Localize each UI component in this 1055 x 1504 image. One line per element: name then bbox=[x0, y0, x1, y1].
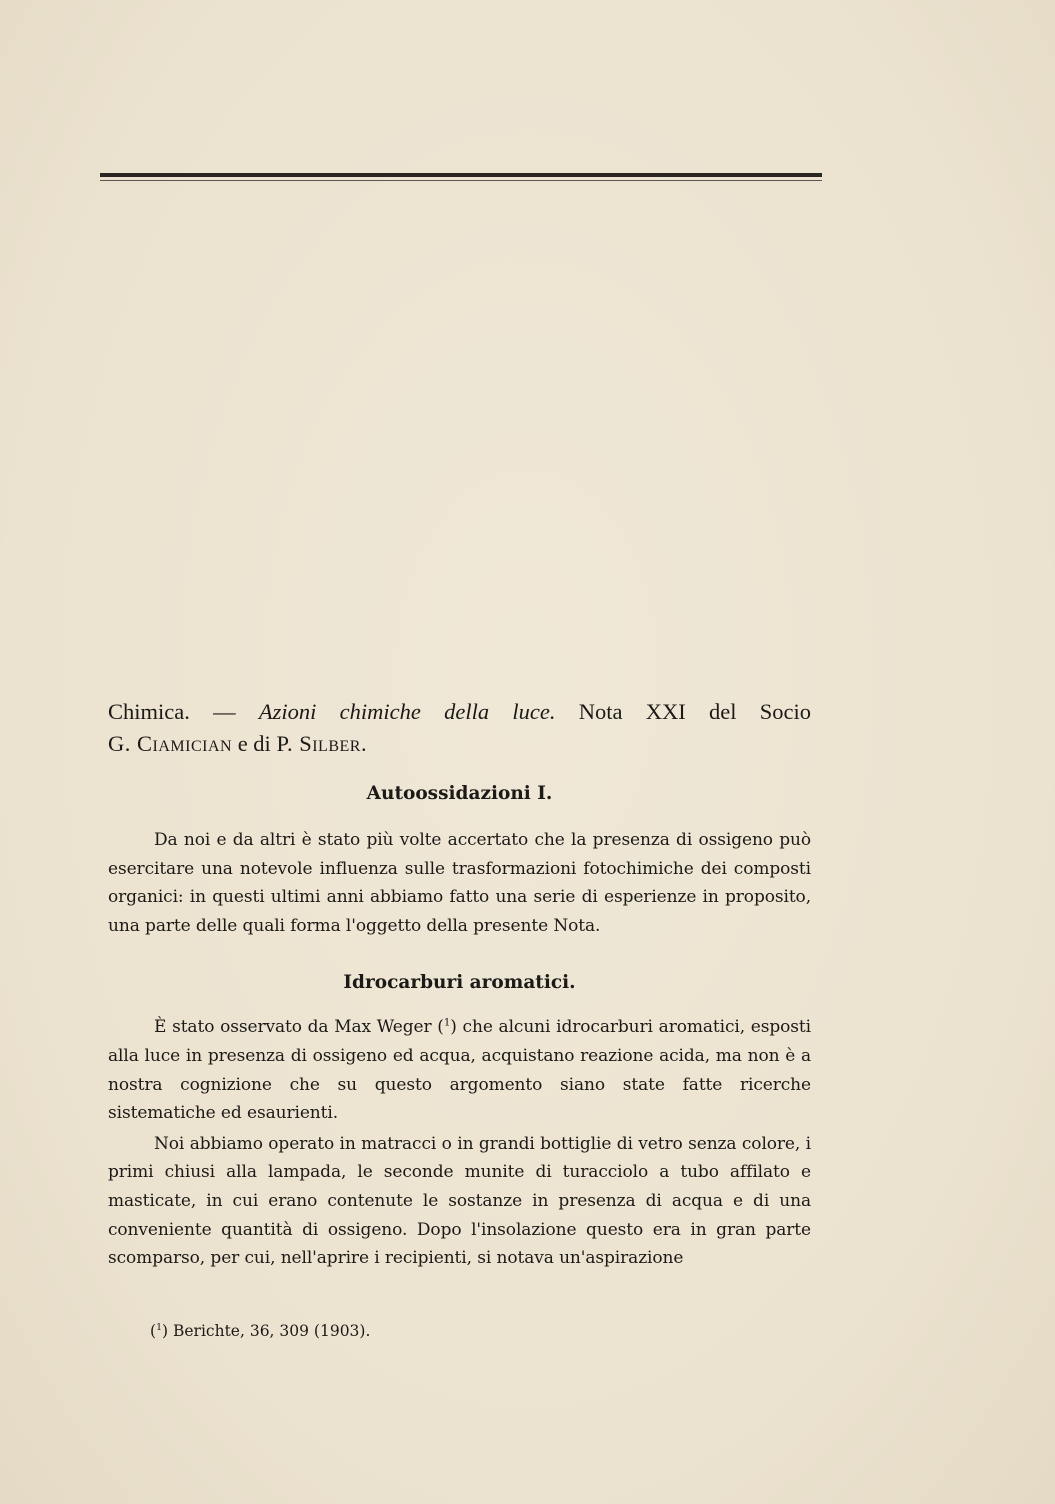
title-dash: — bbox=[213, 699, 236, 724]
section-heading-idrocarburi: Idrocarburi aromatici. bbox=[343, 972, 576, 994]
note-label: Nota XXI del Socio bbox=[578, 699, 812, 724]
paragraph-weger: È stato osservato da Max Weger ($^1$) che alcuni idrocarburi aromatici, esposti alla luce in presenza di ossigeno ed acqua, acquistano reazione acida, ma non è a nostra cognizione che su questo argomento siano state fatte ricerche sistematiche ed esaurienti. bbox=[108, 1017, 811, 1124]
footnote-mark: ($^1$) bbox=[150, 1321, 169, 1340]
author-ciamician: G. Ciamician bbox=[108, 731, 233, 756]
paragraph-intro: Da noi e da altri è stato più volte accertato che la presenza di ossigeno può esercitare una notevole influenza sulle trasformazioni fotochimiche dei composti organici: in questi ultimi anni abbiamo fatto una serie di esperienze in proposito, una parte delle quali forma l'oggetto della presente Nota. bbox=[108, 830, 811, 936]
header-rule-thick bbox=[100, 173, 822, 177]
author-silber: P. Silber. bbox=[276, 731, 368, 756]
section-heading-autoossidazioni: Autoossidazioni I. bbox=[366, 783, 553, 804]
article-body bbox=[108, 695, 811, 1273]
paragraph-method: Noi abbiamo operato in matracci o in grandi bottiglie di vetro senza colore, i primi chiusi alla lampada, le seconde munite di turacciolo a tubo affilato e masticate, in cui erano contenute le sostanze in presenza di acqua e di una conveniente quantità di ossigeno. Dopo l'insolazione questo era in gran parte scomparso, per cui, nell'aprire i recipienti, si notava un'aspirazione bbox=[108, 1133, 811, 1269]
footnote bbox=[150, 1320, 370, 1342]
footnote-text: Berichte, 36, 309 (1903). bbox=[172, 1322, 371, 1340]
authors-line bbox=[108, 729, 811, 759]
header-rule-thin bbox=[100, 180, 822, 181]
author-conjunction: e di bbox=[237, 731, 271, 756]
subject-label: Chimica. bbox=[108, 699, 190, 724]
article-title-line bbox=[108, 695, 811, 729]
article-title: Azioni chimiche della luce. bbox=[258, 699, 556, 724]
